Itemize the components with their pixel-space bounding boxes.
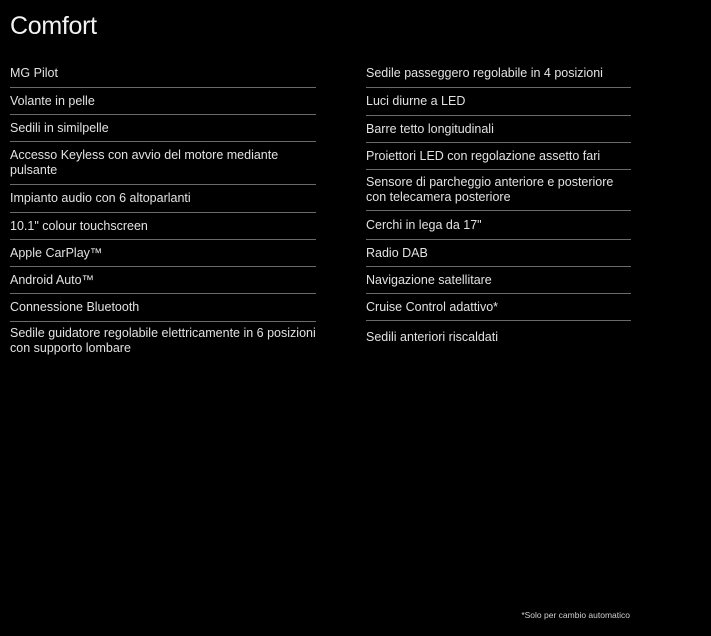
- comfort-features-left-list: [10, 60, 316, 359]
- feature-item: Connessione Bluetooth: [10, 294, 316, 322]
- feature-item: Luci diurne a LED: [366, 88, 631, 116]
- feature-item: MG Pilot: [10, 60, 316, 88]
- feature-item: Apple CarPlay™: [10, 240, 316, 267]
- feature-item: Accesso Keyless con avvio del motore mediante pulsante: [10, 142, 316, 185]
- comfort-features-right-list: [366, 60, 631, 353]
- feature-item: Sensore di parcheggio anteriore e posteriore con telecamera posteriore: [366, 170, 631, 211]
- feature-item: Sedili anteriori riscaldati: [366, 329, 499, 344]
- feature-item: Barre tetto longitudinali: [366, 116, 631, 143]
- feature-item: Sedile passeggero regolabile in 4 posizioni: [366, 60, 631, 88]
- feature-item: 10.1" colour touchscreen: [10, 213, 316, 240]
- feature-item: Radio DAB: [366, 240, 631, 267]
- feature-item: Volante in pelle: [10, 88, 316, 115]
- feature-item: Cerchi in lega da 17": [366, 211, 631, 240]
- feature-item: Navigazione satellitare: [366, 267, 631, 294]
- feature-item: Android Auto™: [10, 267, 316, 294]
- feature-item: Sedile guidatore regolabile elettricamente in 6 posizioni con supporto lombare: [10, 325, 316, 355]
- feature-item: Sedili in similpelle: [10, 115, 316, 142]
- page-title: Comfort: [10, 12, 97, 40]
- feature-item: Impianto audio con 6 altoparlanti: [10, 185, 316, 213]
- feature-item: Proiettori LED con regolazione assetto fari: [366, 143, 631, 170]
- feature-item: Cruise Control adattivo*: [366, 294, 631, 321]
- footnote: *Solo per cambio automatico: [521, 610, 630, 620]
